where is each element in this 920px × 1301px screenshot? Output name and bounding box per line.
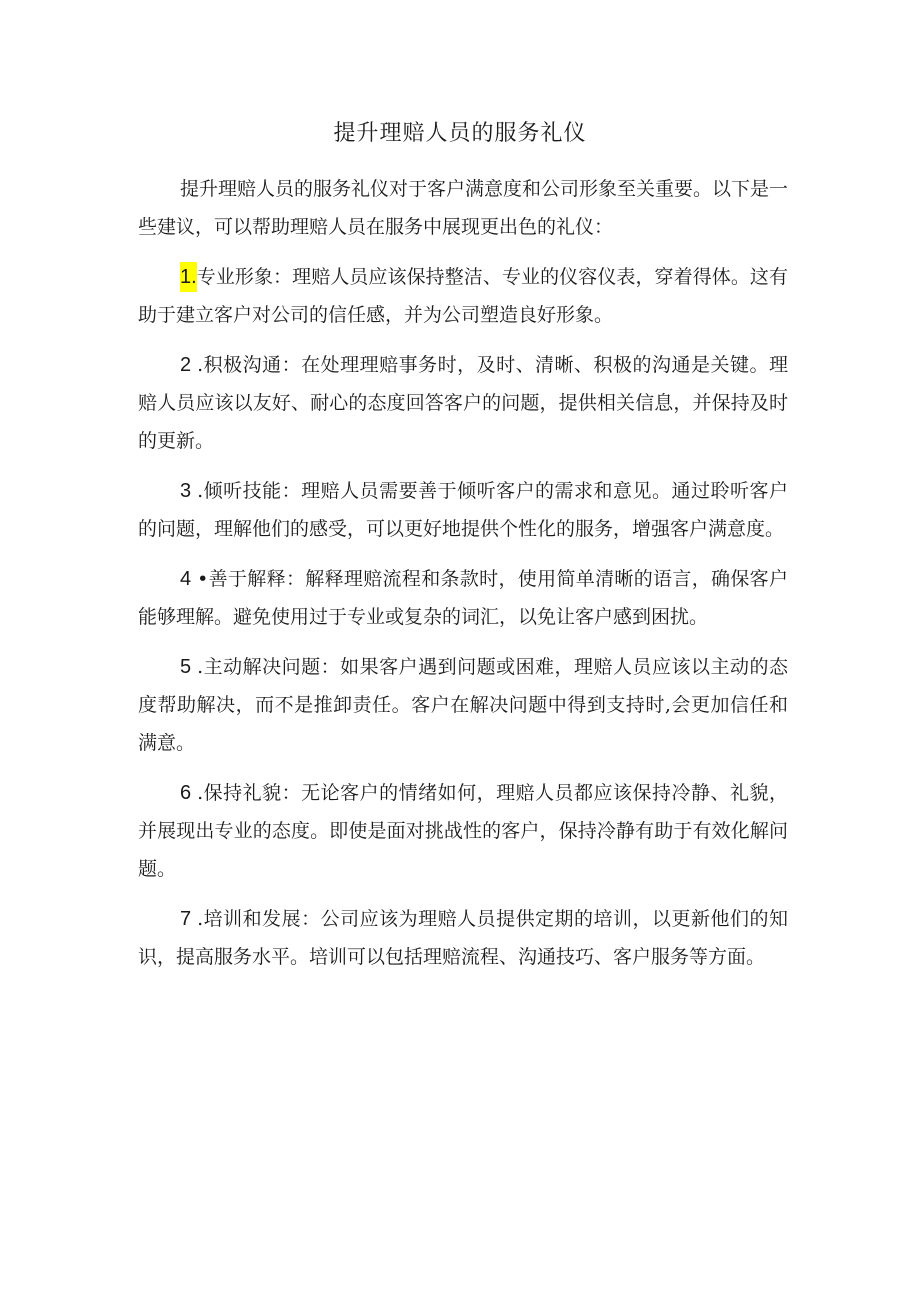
item-text: .培训和发展：公司应该为理赔人员提供定期的培训，以更新他们的知识，提高服务水平。培训可以包括理赔流程、沟通技巧、客户服务等方面。 [138,908,788,968]
list-item-5 [138,648,788,762]
item-number-highlighted: 1. [180,262,197,292]
item-text: .积极沟通：在处理理赔事务时，及时、清晰、积极的沟通是关键。理赔人员应该以友好、耐心的态度回答客户的问题，提供相关信息，并保持及时的更新。 [138,354,788,452]
item-text: .主动解决问题：如果客户遇到问题或困难，理赔人员应该以主动的态度帮助解决，而不是推卸责任。客户在解决问题中得到支持时,会更加信任和满意。 [138,656,788,754]
intro-paragraph: 提升理赔人员的服务礼仪对于客户满意度和公司形象至关重要。以下是一些建议，可以帮助理赔人员在服务中展现更出色的礼仪： [138,178,789,238]
item-number: 2 [180,354,192,376]
item-text: .倾听技能：理赔人员需要善于倾听客户的需求和意见。通过聆听客户的问题，理解他们的感受，可以更好地提供个性化的服务，增强客户满意度。 [138,480,788,540]
item-text: 专业形象：理赔人员应该保持整洁、专业的仪容仪表，穿着得体。这有助于建立客户对公司的信任感，并为公司塑造良好形象。 [138,266,788,326]
item-text: .保持礼貌：无论客户的情绪如何，理赔人员都应该保持冷静、礼貌，并展现出专业的态度。即使是面对挑战性的客户，保持冷静有助于有效化解问题。 [138,782,788,880]
item-number: 7 [180,908,192,930]
list-item-2 [138,346,788,460]
list-item-3 [138,472,788,548]
list-item-4 [138,560,788,636]
item-text: •善于解释：解释理赔流程和条款时，使用简单清晰的语言，确保客户能够理解。避免使用过于专业或复杂的词汇，以免让客户感到困扰。 [138,568,788,628]
item-number: 4 [180,568,192,590]
document-body [138,170,788,988]
item-number: 6 [180,782,192,804]
list-item-1 [138,258,788,334]
item-number: 5 [180,656,192,678]
item-number: 3 [180,480,192,502]
list-item-6 [138,774,788,888]
list-item-7 [138,900,788,976]
document-title: 提升理赔人员的服务礼仪 [333,121,587,146]
